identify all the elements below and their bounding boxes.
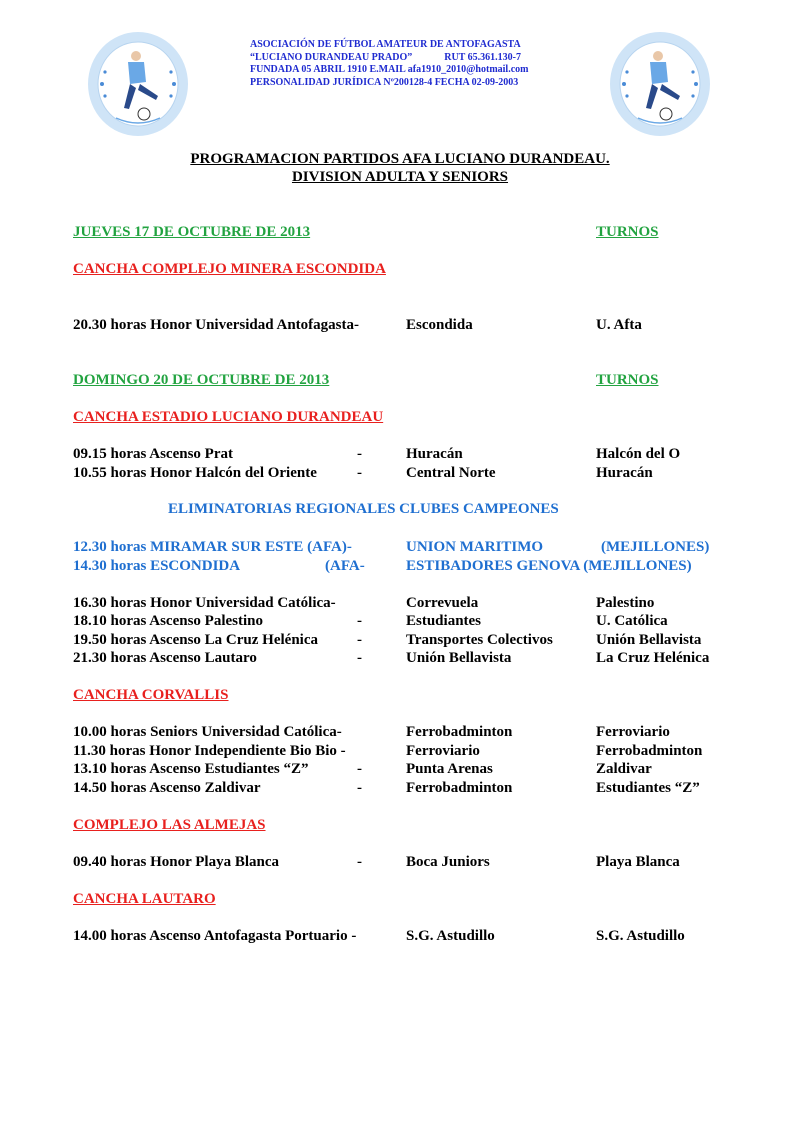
- match-turno: Unión Bellavista: [596, 632, 702, 648]
- match-opponent: Boca Juniors: [406, 854, 490, 870]
- eliminatorias-heading: ELIMINATORIAS REGIONALES CLUBES CAMPEONES: [168, 501, 559, 517]
- match-dash: -: [357, 465, 362, 481]
- elim-match-opponent: ESTIBADORES GENOVA (MEJILLONES): [406, 558, 692, 574]
- match-opponent: S.G. Astudillo: [406, 928, 495, 944]
- elim-match-time-team: 14.30 horas ESCONDIDA: [73, 558, 241, 574]
- match-time-team: 19.50 horas Ascenso La Cruz Helénica: [73, 632, 318, 648]
- match-turno: S.G. Astudillo: [596, 928, 685, 944]
- match-time-team: 14.00 horas Ascenso Antofagasta Portuario -: [73, 928, 357, 944]
- match-turno: Palestino: [596, 595, 655, 611]
- venue-heading-corvallis: CANCHA CORVALLIS: [73, 687, 229, 703]
- header-line-4: PERSONALIDAD JURÍDICA Nº200128-4 FECHA 02-09-2003: [250, 76, 519, 88]
- match-time-team: 14.50 horas Ascenso Zaldivar: [73, 780, 261, 796]
- match-opponent: Transportes Colectivos: [406, 632, 553, 648]
- match-opponent: Escondida: [406, 317, 473, 333]
- header-name: “LUCIANO DURANDEAU PRADO”: [250, 51, 413, 63]
- match-time-team: 16.30 horas Honor Universidad Católica-: [73, 595, 336, 611]
- match-turno: Huracán: [596, 465, 653, 481]
- elim-match-assoc: (AFA-: [325, 558, 365, 574]
- page-title-line-2: DIVISION ADULTA Y SENIORS: [291, 169, 509, 185]
- match-opponent: Estudiantes: [406, 613, 482, 629]
- match-dash: -: [357, 780, 362, 796]
- match-turno: Ferroviario: [596, 724, 670, 740]
- match-turno: La Cruz Helénica: [596, 650, 710, 666]
- venue-heading-minera-escondida: CANCHA COMPLEJO MINERA ESCONDIDA: [73, 261, 386, 277]
- match-time-team: 09.15 horas Ascenso Prat: [73, 446, 233, 462]
- elim-match-city: (MEJILLONES): [601, 539, 710, 555]
- match-time-team: 18.10 horas Ascenso Palestino: [73, 613, 264, 629]
- match-time-team: 09.40 horas Honor Playa Blanca: [73, 854, 279, 870]
- header-line-2: [250, 52, 528, 65]
- header-line-1: ASOCIACIÓN DE FÚTBOL AMATEUR DE ANTOFAGASTA: [250, 39, 521, 50]
- venue-heading-estadio-durandeau: CANCHA ESTADIO LUCIANO DURANDEAU: [73, 409, 384, 425]
- match-opponent: Unión Bellavista: [406, 650, 512, 666]
- match-turno: Playa Blanca: [596, 854, 680, 870]
- match-opponent: Central Norte: [406, 465, 496, 481]
- match-opponent: Correvuela: [406, 595, 479, 611]
- match-turno: Zaldivar: [596, 761, 652, 777]
- elim-match-time-team: 12.30 horas MIRAMAR SUR ESTE (AFA)-: [73, 539, 352, 555]
- header-line-3: FUNDADA 05 ABRIL 1910 E.MAIL afa1910_2010@hotmail.com: [250, 64, 529, 75]
- match-turno: U. Afta: [596, 317, 642, 333]
- match-dash: -: [357, 613, 362, 629]
- day-heading-domingo: DOMINGO 20 DE OCTUBRE DE 2013: [73, 372, 330, 388]
- association-logo-left: [86, 30, 190, 138]
- match-time-team: 10.55 horas Honor Halcón del Oriente: [73, 465, 317, 481]
- match-time-team: 11.30 horas Honor Independiente Bio Bio -: [73, 743, 346, 759]
- venue-heading-las-almejas: COMPLEJO LAS ALMEJAS: [73, 817, 266, 833]
- match-opponent: Punta Arenas: [406, 761, 493, 777]
- turnos-heading-1: TURNOS: [596, 224, 659, 240]
- match-time-team: 21.30 horas Ascenso Lautaro: [73, 650, 257, 666]
- match-opponent: Ferrobadminton: [406, 724, 513, 740]
- match-turno: Estudiantes “Z”: [596, 780, 700, 796]
- association-logo-right: [608, 30, 712, 138]
- match-dash: -: [357, 854, 362, 870]
- association-header: [250, 39, 528, 89]
- match-dash: -: [357, 446, 362, 462]
- match-turno: Ferrobadminton: [596, 743, 703, 759]
- match-time-team: 13.10 horas Ascenso Estudiantes “Z”: [73, 761, 309, 777]
- match-time-team: 10.00 horas Seniors Universidad Católica-: [73, 724, 342, 740]
- page-title-line-1: PROGRAMACION PARTIDOS AFA LUCIANO DURANDEAU.: [190, 151, 610, 167]
- venue-heading-lautaro: CANCHA LAUTARO: [73, 891, 216, 907]
- day-heading-jueves: JUEVES 17 DE OCTUBRE DE 2013: [73, 224, 311, 240]
- match-dash: -: [357, 632, 362, 648]
- match-time-team: 20.30 horas Honor Universidad Antofagasta-: [73, 317, 359, 333]
- match-opponent: Huracán: [406, 446, 463, 462]
- match-dash: -: [357, 650, 362, 666]
- match-dash: -: [357, 761, 362, 777]
- elim-match-opponent: UNION MARITIMO: [406, 539, 544, 555]
- turnos-heading-2: TURNOS: [596, 372, 659, 388]
- match-turno: U. Católica: [596, 613, 668, 629]
- header-rut: RUT 65.361.130-7: [444, 51, 521, 63]
- match-opponent: Ferroviario: [406, 743, 480, 759]
- match-opponent: Ferrobadminton: [406, 780, 513, 796]
- match-turno: Halcón del O: [596, 446, 681, 462]
